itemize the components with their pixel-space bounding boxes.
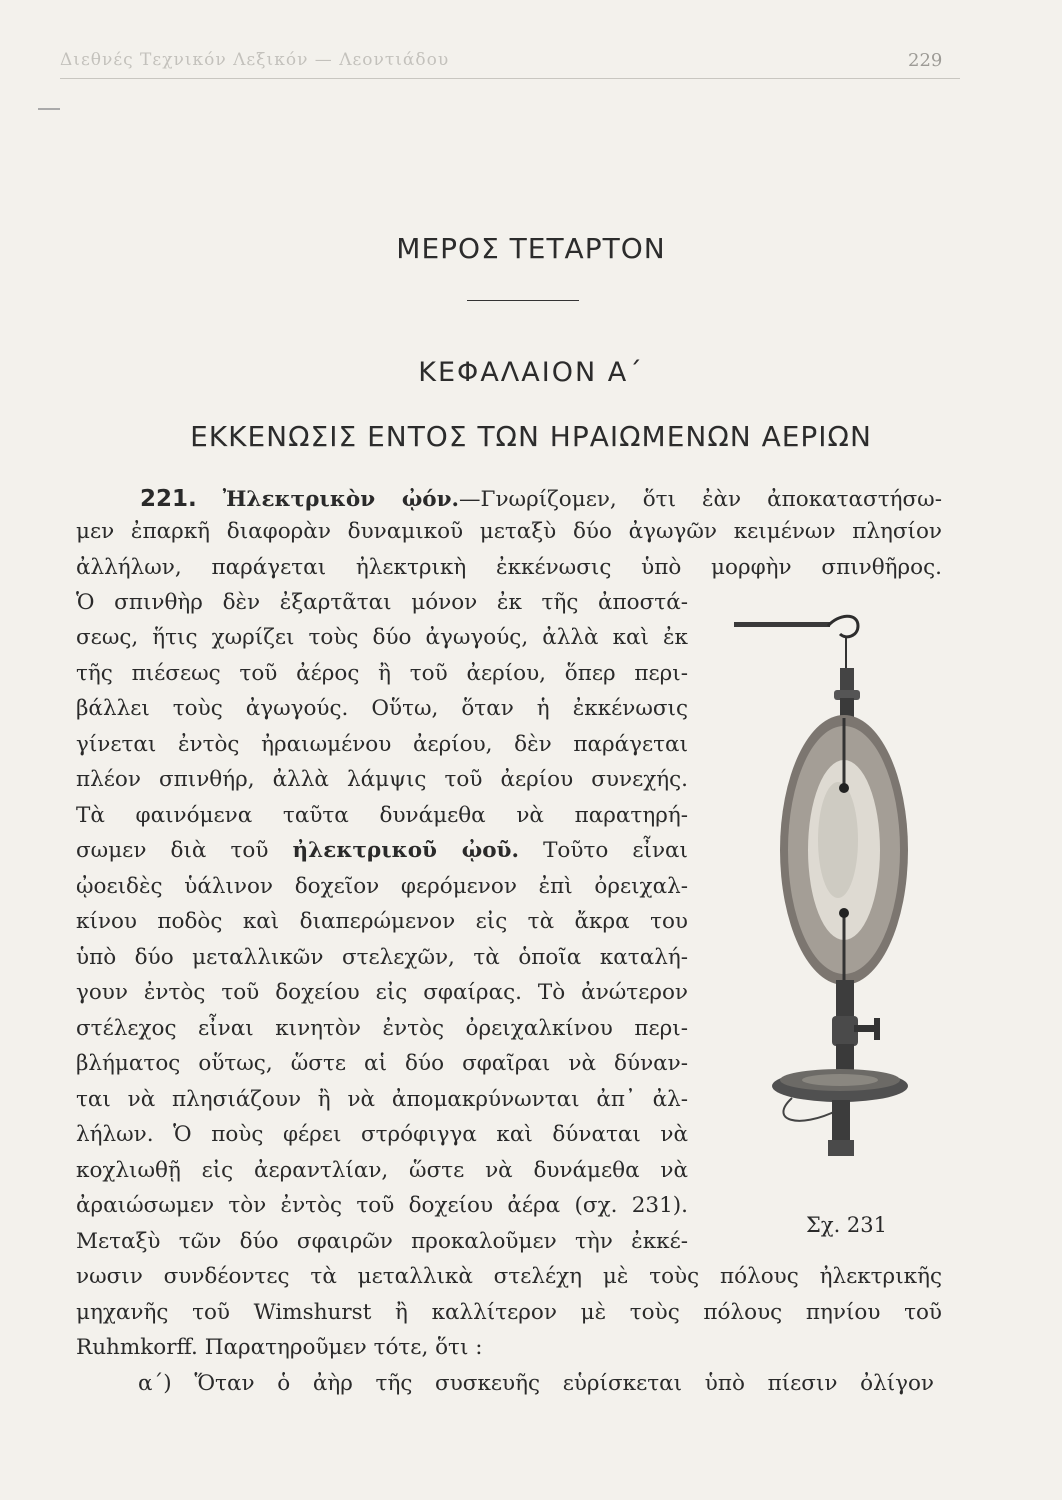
text-fragment: σωμεν διὰ τοῦ xyxy=(76,838,269,863)
text-line: σεως, ἥτις χωρίζει τοὺς δύο ἀγωγούς, ἀλλὰ καὶ ἐκ xyxy=(76,625,688,650)
text-line: στέλεχος εἶναι κινητὸν ἐντὸς ὀρειχαλκίνου περι- xyxy=(76,1016,688,1041)
text-line: νωσιν συνδέοντες τὰ μεταλλικὰ στελέχη μὲ τοὺς πόλους ἠλεκτρικῆς xyxy=(76,1264,942,1289)
text-line: ᾠοειδὲς ὑάλινον δοχεῖον φερόμενον ἐπὶ ὀρειχαλ- xyxy=(76,874,688,899)
paragraph-first-line xyxy=(140,484,942,515)
title-divider xyxy=(467,300,579,301)
text-line: γουν ἐντὸς τοῦ δοχείου εἰς σφαίρας. Τὸ ἀνώτερον xyxy=(76,980,688,1005)
chapter-title: ΚΕΦΑΛΑΙΟΝ Α΄ xyxy=(418,357,644,388)
section-number: 221. xyxy=(140,486,197,512)
stopcock-icon xyxy=(854,1025,876,1032)
paragraph-heading: Ἠλεκτρικὸν ᾠόν. xyxy=(222,487,460,512)
text-line: ται νὰ πλησιάζουν ἢ νὰ ἀπομακρύνωνται ἀπ᾽ ἀλ- xyxy=(76,1087,688,1112)
header-rule xyxy=(60,78,960,79)
electric-egg-apparatus-icon xyxy=(728,600,918,1200)
text-line: α΄) Ὅταν ὁ ἀὴρ τῆς συσκευῆς εὑρίσκεται ὑπὸ πίεσιν ὀλίγον xyxy=(138,1371,934,1396)
text-line-mixed xyxy=(76,836,688,866)
text-line: Ὁ σπινθὴρ δὲν ἐξαρτᾶται μόνον ἐκ τῆς ἀποστά- xyxy=(76,590,688,615)
text-line: μεν ἐπαρκῆ διαφορὰν δυναμικοῦ μεταξὺ δύο ἀγωγῶν κειμένων πλησίον xyxy=(76,519,942,544)
text-line: γίνεται ἐντὸς ἠραιωμένου ἀερίου, δὲν παράγεται xyxy=(76,732,688,757)
hook-icon xyxy=(828,616,858,637)
section-title: ΕΚΚΕΝΩΣΙΣ ΕΝΤΟΣ ΤΩΝ ΗΡΑΙΩΜΕΝΩΝ ΑΕΡΙΩΝ xyxy=(190,420,872,453)
text-line: Τὰ φαινόμενα ταῦτα δυνάμεθα νὰ παρατηρή- xyxy=(76,803,688,828)
lower-sphere xyxy=(839,908,849,918)
text-line: —Γνωρίζομεν, ὅτι ἐὰν ἀποκαταστήσω- xyxy=(459,487,942,512)
figure-caption: Σχ. 231 xyxy=(806,1213,888,1237)
text-line: κοχλιωθῇ εἰς ἀεραντλίαν, ὥστε νὰ δυνάμεθα νὰ xyxy=(76,1158,688,1183)
bold-term: ἠλεκτρικοῦ ᾠοῦ. xyxy=(292,838,519,863)
text-line: βλήματος οὕτως, ὥστε αἱ δύο σφαῖραι νὰ δύναν- xyxy=(76,1051,688,1076)
scan-mark xyxy=(38,108,60,110)
text-line: Ruhmkorff. Παρατηροῦμεν τότε, ὅτι : xyxy=(76,1335,483,1360)
foot-stem xyxy=(832,1100,850,1142)
text-line: βάλλει τοὺς ἀγωγούς. Οὕτω, ὅταν ἡ ἐκκένωσις xyxy=(76,696,688,721)
brass-sleeve xyxy=(840,668,854,692)
text-fragment: Τοῦτο εἶναι xyxy=(543,838,688,863)
running-head: Διεθνές Τεχνικόν Λεξικόν — Λεοντιάδου xyxy=(60,50,450,70)
lower-neck xyxy=(836,980,854,1020)
text-line: τῆς πιέσεως τοῦ ἀέρος ἢ τοῦ ἀερίου, ὅπερ περι- xyxy=(76,661,688,686)
text-line: λήλων. Ὁ ποὺς φέρει στρόφιγγα καὶ δύναται νὰ xyxy=(76,1122,688,1147)
upper-sphere xyxy=(839,783,849,793)
text-line: μηχανῆς τοῦ Wimshurst ἢ καλλίτερον μὲ τοὺς πόλους πηνίου τοῦ xyxy=(76,1300,942,1325)
text-line: κίνου ποδὸς καὶ διαπερώμενον εἰς τὰ ἄκρα του xyxy=(76,909,688,934)
text-line: ἀλλήλων, παράγεται ἠλεκτρικὴ ἐκκένωσις ὑπὸ μορφὴν σπινθῆρος. xyxy=(76,555,942,580)
upper-rod xyxy=(734,622,830,627)
text-line: ἀραιώσωμεν τὸν ἐντὸς τοῦ δοχείου ἀέρα (σχ. 231). xyxy=(76,1193,688,1218)
page-number: 229 xyxy=(908,50,943,71)
text-line: ὑπὸ δύο μεταλλικῶν στελεχῶν, τὰ ὁποῖα καταλή- xyxy=(76,945,688,970)
text-line: Μεταξὺ τῶν δύο σφαιρῶν προκαλοῦμεν τὴν ἐκκέ- xyxy=(76,1229,688,1254)
text-line: πλέον σπινθήρ, ἀλλὰ λάμψις τοῦ ἀερίου συνεχής. xyxy=(76,767,688,792)
part-title: ΜΕΡΟΣ ΤΕΤΑΡΤΟΝ xyxy=(396,232,666,265)
